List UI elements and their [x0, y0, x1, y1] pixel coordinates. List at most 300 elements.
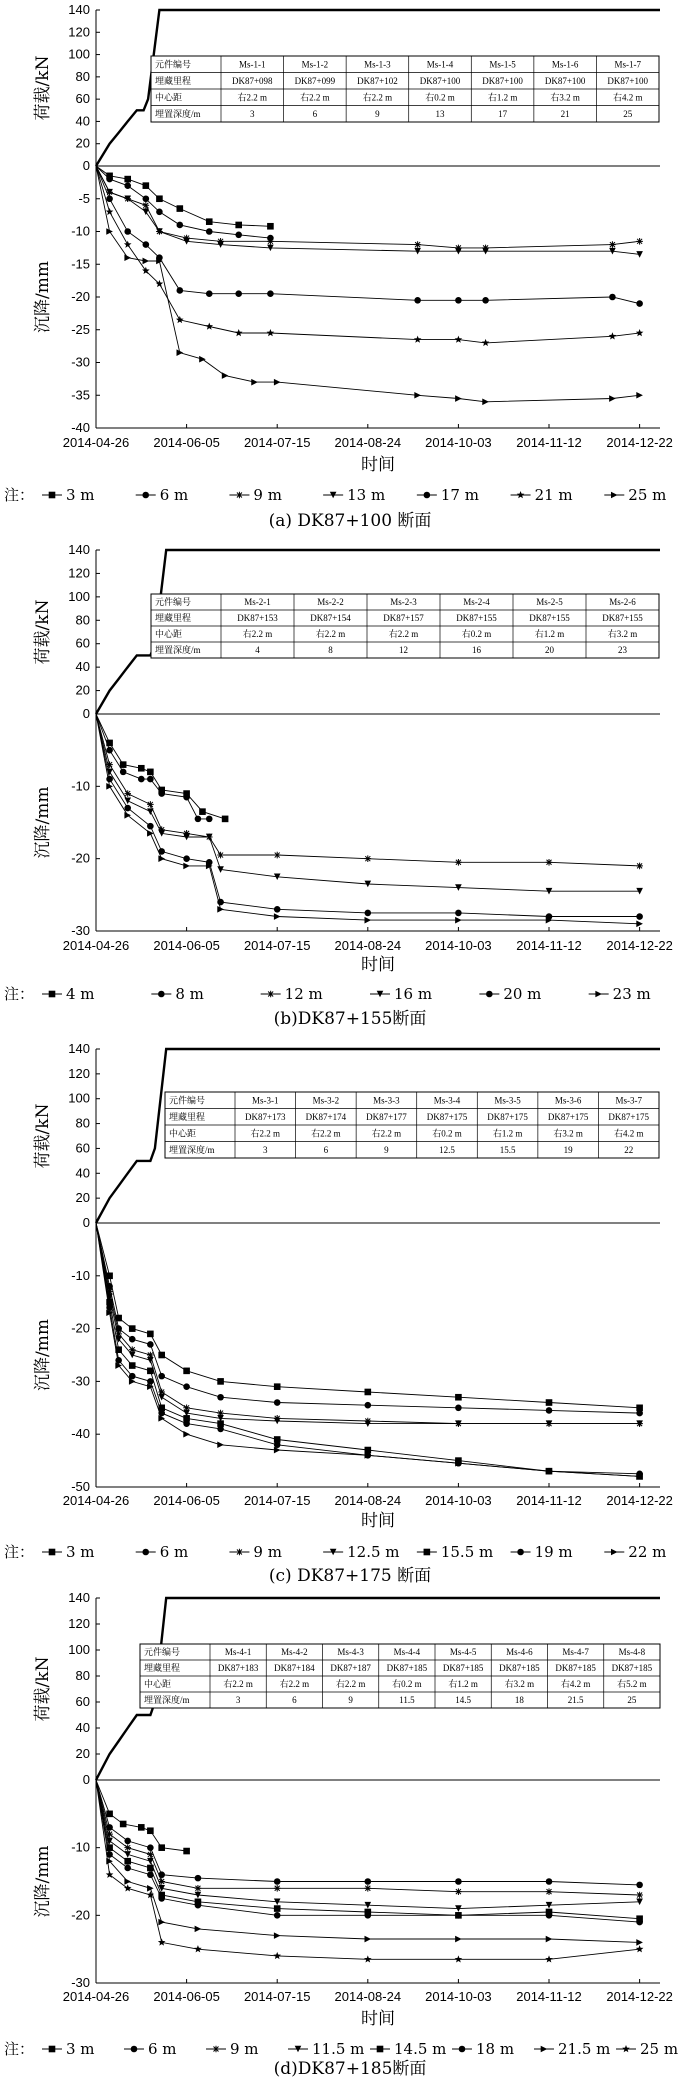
series-15-5m	[96, 1223, 643, 1480]
legend-label: 4 m	[66, 985, 95, 1003]
settle-tick-label: -50	[71, 1479, 90, 1494]
x-axis-title: 时间	[361, 955, 395, 975]
marker-circle	[158, 790, 165, 797]
marker-square	[274, 1383, 281, 1390]
load-tick-label: 0	[82, 158, 90, 173]
marker-triangle	[177, 349, 184, 356]
x-tick-label: 2014-08-24	[334, 1989, 402, 2004]
marker-star	[622, 2045, 630, 2052]
marker-circle	[147, 1341, 154, 1348]
legend-entry	[616, 2040, 678, 2058]
table-cell: 4	[255, 645, 260, 655]
table-cell: DK87+100	[607, 75, 649, 86]
marker-square	[267, 223, 274, 230]
marker-circle	[147, 1844, 154, 1851]
load-axis-title: 荷载/kN	[33, 55, 53, 121]
legend-label: 9 m	[230, 2040, 259, 2058]
legend-entry	[479, 985, 541, 1003]
marker-square	[147, 1331, 154, 1338]
load-tick-label: 40	[75, 113, 90, 129]
marker-star	[106, 208, 114, 215]
settle-tick-label: -30	[71, 1975, 90, 1990]
chart-panel-d	[4, 1590, 678, 2078]
table-cell: 右2.2 m	[335, 1679, 366, 1689]
marker-square	[424, 1549, 431, 1556]
legend-entry	[229, 486, 282, 504]
marker-circle	[235, 231, 242, 238]
table-cell: DK87+185	[499, 1663, 540, 1673]
series-25m	[96, 1780, 643, 1963]
marker-square	[49, 2046, 56, 2053]
marker-asterisk	[636, 238, 643, 245]
load-tick-label: 80	[75, 68, 90, 84]
table-cell: 12	[399, 645, 408, 655]
marker-triangle	[414, 392, 421, 399]
marker-circle	[195, 1875, 202, 1882]
legend-label: 13 m	[347, 486, 386, 504]
table-cell: 22	[624, 1144, 634, 1155]
table-cell: Ms-1-2	[301, 59, 329, 70]
table-row-header: 埋置深度/m	[155, 108, 201, 119]
marker-square	[120, 761, 127, 768]
legend-note-prefix: 注：	[4, 985, 35, 1003]
marker-asterisk	[414, 241, 421, 248]
table-cell: Ms-3-5	[494, 1095, 521, 1106]
legend-entry	[151, 985, 204, 1003]
legend-entry	[229, 1543, 282, 1561]
marker-square	[138, 765, 145, 772]
series-line	[96, 1223, 640, 1474]
marker-circle	[455, 910, 462, 917]
table-row-header: 埋藏里程	[169, 1111, 206, 1122]
table-cell: Ms-4-3	[337, 1647, 364, 1657]
table-cell: 右3.2 m	[504, 1679, 535, 1689]
load-tick-label: 0	[82, 1772, 90, 1787]
series-20m	[96, 714, 643, 920]
marker-star	[482, 339, 490, 346]
series-line	[96, 1223, 640, 1476]
marker-square	[274, 1905, 281, 1912]
table-cell: 右4.2 m	[613, 1128, 644, 1139]
marker-circle	[365, 1912, 372, 1919]
table-cell: Ms-1-7	[614, 59, 641, 70]
marker-circle	[177, 287, 184, 294]
legend-entry	[604, 1543, 666, 1561]
table-cell: 右4.2 m	[560, 1679, 591, 1689]
series-19m	[96, 1223, 643, 1477]
figure-caption: (a) DK87+100 断面	[268, 511, 432, 531]
marker-star	[414, 336, 422, 343]
marker-triangle	[611, 1549, 618, 1556]
load-tick-label: 140	[68, 542, 90, 557]
table-cell: Ms-3-2	[312, 1095, 340, 1106]
table-row-header: 元件编号	[169, 1095, 206, 1106]
marker-square	[156, 195, 163, 202]
table-cell: Ms-2-4	[463, 597, 490, 607]
legend-entry	[124, 2040, 177, 2058]
marker-star	[235, 329, 243, 336]
marker-circle	[115, 1357, 122, 1364]
marker-circle	[274, 1912, 281, 1919]
x-tick-label: 2014-08-24	[334, 435, 402, 450]
table-cell: Ms-3-1	[252, 1095, 279, 1106]
table-row-header: 中心距	[169, 1128, 197, 1139]
legend-note-prefix: 注：	[4, 1543, 35, 1561]
marker-circle	[147, 1378, 154, 1385]
table-cell: 17	[498, 108, 508, 119]
table-cell: 3	[250, 108, 255, 119]
table-cell: DK87+100	[544, 75, 586, 86]
figure-caption: (b)DK87+155断面	[273, 1009, 427, 1029]
marker-circle	[106, 747, 113, 754]
table-cell: 右0.2 m	[461, 629, 492, 639]
marker-circle	[217, 1426, 224, 1433]
marker-circle	[636, 913, 643, 920]
legend-note-prefix: 注：	[4, 486, 35, 504]
table-cell: Ms-3-6	[554, 1095, 582, 1106]
marker-triangle	[636, 920, 643, 927]
series-line	[96, 166, 640, 402]
marker-triangle	[455, 1936, 462, 1943]
marker-asterisk	[213, 2046, 220, 2053]
load-tick-label: 60	[75, 1140, 90, 1156]
legend	[4, 486, 666, 504]
x-tick-label: 2014-11-12	[516, 435, 582, 450]
marker-asterisk	[609, 241, 616, 248]
table-cell: Ms-4-6	[506, 1647, 533, 1657]
marker-circle	[636, 1919, 643, 1926]
marker-circle	[183, 1420, 190, 1427]
table-cell: 右2.2 m	[250, 1128, 281, 1139]
table-cell: 右0.2 m	[432, 1128, 462, 1139]
marker-square	[147, 1865, 154, 1872]
x-tick-label: 2014-12-22	[606, 435, 673, 450]
legend-label: 6 m	[159, 486, 189, 504]
legend-label: 16 m	[394, 985, 433, 1003]
legend-entry	[589, 985, 651, 1003]
marker-triangle	[222, 372, 229, 379]
legend-label: 19 m	[534, 1543, 573, 1561]
series-line	[96, 1780, 640, 1922]
legend-label: 9 m	[253, 486, 282, 504]
table-cell: DK87+177	[366, 1111, 407, 1122]
marker-square	[147, 1368, 154, 1375]
load-tick-label: 100	[68, 46, 90, 62]
table-row-header: 埋置深度/m	[155, 645, 201, 655]
series-23m	[96, 714, 643, 927]
marker-asterisk	[636, 1892, 643, 1899]
legend-entry	[42, 1543, 95, 1561]
marker-circle	[274, 906, 281, 913]
series-line	[96, 714, 640, 866]
settlement-axis-title: 沉降/mm	[33, 261, 53, 333]
marker-circle	[455, 1878, 462, 1885]
series-22m	[96, 1223, 643, 1480]
marker-triangle	[636, 1939, 643, 1946]
marker-asterisk	[124, 1844, 131, 1851]
marker-triangle	[482, 399, 489, 406]
marker-circle	[206, 228, 213, 235]
marker-triangle	[129, 1352, 136, 1359]
marker-triangle	[143, 258, 150, 265]
marker-asterisk	[217, 852, 224, 859]
settle-tick-label: -40	[71, 420, 90, 435]
marker-asterisk	[546, 1888, 553, 1895]
series-16m	[96, 714, 643, 895]
table-cell: 右1.2 m	[487, 92, 518, 103]
marker-square	[365, 1389, 372, 1396]
legend-label: 3 m	[66, 486, 95, 504]
load-tick-label: 20	[75, 1190, 90, 1206]
marker-circle	[142, 1549, 149, 1556]
table-cell: DK87+175	[608, 1111, 650, 1122]
marker-triangle	[143, 209, 150, 216]
marker-square	[124, 176, 131, 183]
table-cell: 右1.2 m	[492, 1128, 523, 1139]
x-tick-label: 2014-07-15	[243, 1493, 311, 1508]
marker-star	[636, 329, 644, 336]
chart-panel-c	[4, 1041, 673, 1586]
table-cell: 右3.2 m	[550, 92, 580, 103]
load-tick-label: 80	[75, 1115, 90, 1131]
table-cell: 右2.2 m	[315, 629, 346, 639]
series-3m	[96, 166, 274, 230]
table-cell: DK87+173	[244, 1111, 286, 1122]
table-cell: DK87+154	[310, 613, 351, 623]
series-4m	[96, 714, 228, 822]
marker-star	[455, 336, 463, 343]
table-cell: Ms-2-1	[244, 597, 271, 607]
marker-square	[158, 1352, 165, 1359]
marker-circle	[156, 209, 163, 216]
series-line	[96, 714, 225, 819]
x-tick-label: 2014-08-24	[334, 938, 402, 953]
table-cell: 6	[292, 1695, 297, 1705]
marker-square	[129, 1325, 136, 1332]
settle-tick-label: -10	[71, 223, 90, 239]
settle-tick-label: -20	[71, 850, 90, 866]
marker-triangle	[124, 254, 131, 261]
load-tick-label: 140	[68, 1041, 90, 1056]
marker-asterisk	[365, 1885, 372, 1892]
legend-entry	[42, 985, 95, 1003]
settle-tick-label: -20	[71, 289, 90, 304]
table-cell: DK87+175	[426, 1111, 468, 1122]
series-14-5m	[96, 1780, 643, 1922]
marker-circle	[195, 816, 202, 823]
marker-circle	[274, 1441, 281, 1448]
legend-entry	[511, 1543, 573, 1561]
x-tick-label: 2014-04-26	[62, 1493, 130, 1508]
marker-circle	[147, 1871, 154, 1878]
legend-entry	[288, 2040, 364, 2058]
table-cell: DK87+100	[419, 75, 461, 86]
marker-triangle	[546, 1936, 553, 1943]
marker-triangle	[147, 1885, 154, 1892]
legend-entry	[42, 2040, 95, 2058]
marker-triangle	[541, 2046, 548, 2053]
marker-square	[143, 182, 150, 189]
legend-label: 12 m	[284, 985, 323, 1003]
load-tick-label: 60	[75, 91, 90, 107]
table-cell: DK87+100	[482, 75, 523, 86]
table-cell: DK87+187	[330, 1663, 371, 1673]
marker-circle	[636, 300, 643, 307]
marker-circle	[636, 1410, 643, 1417]
marker-circle	[124, 228, 131, 235]
table-row-header: 中心距	[144, 1679, 172, 1689]
series-21m	[96, 166, 643, 346]
marker-asterisk	[236, 492, 243, 499]
x-tick-label: 2014-06-05	[153, 1989, 220, 2004]
table-cell: Ms-3-4	[433, 1095, 461, 1106]
marker-circle	[124, 1838, 131, 1845]
legend-label: 3 m	[66, 1543, 95, 1561]
marker-circle	[142, 492, 149, 499]
load-tick-label: 140	[68, 2, 90, 17]
table-cell: Ms-2-2	[317, 597, 344, 607]
table-cell: 6	[323, 1144, 329, 1155]
table-cell: 16	[472, 645, 481, 655]
marker-square	[49, 1549, 56, 1556]
table-cell: Ms-4-1	[224, 1647, 252, 1657]
marker-star	[194, 1945, 202, 1952]
marker-circle	[365, 910, 372, 917]
table-cell: DK87+157	[383, 613, 424, 623]
table-cell: 14.5	[455, 1695, 471, 1705]
marker-circle	[106, 195, 113, 202]
table-cell: 9	[375, 108, 380, 119]
marker-asterisk	[124, 790, 131, 797]
settle-tick-label: -10	[71, 1267, 90, 1283]
table-cell: DK87+099	[294, 75, 336, 86]
x-tick-label: 2014-04-26	[62, 435, 130, 450]
table-cell: 右0.2 m	[425, 92, 455, 103]
marker-circle	[120, 769, 127, 776]
legend-label: 20 m	[503, 985, 542, 1003]
legend-entry	[323, 486, 385, 504]
marker-asterisk	[546, 859, 553, 866]
legend-label: 21.5 m	[558, 2040, 611, 2058]
table-cell: 右1.2 m	[534, 629, 565, 639]
load-axis-title: 荷载/kN	[33, 599, 53, 665]
marker-square	[147, 769, 154, 776]
marker-circle	[455, 297, 462, 304]
table-cell: 右2.2 m	[237, 92, 268, 103]
marker-circle	[129, 1336, 136, 1343]
marker-circle	[459, 2046, 466, 2053]
marker-square	[138, 1824, 145, 1831]
table-cell: DK87+185	[386, 1663, 428, 1673]
marker-triangle	[251, 379, 258, 386]
marker-square	[147, 1827, 154, 1834]
settle-tick-label: -20	[71, 1907, 90, 1923]
settle-tick-label: -30	[71, 354, 90, 370]
load-tick-label: 100	[68, 1642, 90, 1657]
x-tick-label: 2014-04-26	[62, 938, 130, 953]
table-cell: 18	[514, 1695, 524, 1705]
instrument-table	[151, 594, 659, 658]
marker-asterisk	[267, 991, 274, 998]
chart-panel-a	[4, 2, 673, 531]
marker-square	[49, 991, 56, 998]
marker-circle	[636, 1882, 643, 1889]
table-cell: 9	[348, 1695, 353, 1705]
marker-triangle	[158, 1919, 165, 1926]
legend-entry	[136, 486, 189, 504]
x-tick-label: 2014-07-15	[243, 435, 311, 450]
marker-triangle	[636, 392, 643, 399]
legend-label: 11.5 m	[312, 2040, 365, 2058]
marker-triangle	[124, 1851, 131, 1858]
x-tick-label: 2014-11-12	[516, 938, 582, 953]
marker-star	[609, 332, 617, 339]
load-tick-label: 100	[68, 588, 90, 604]
table-cell: Ms-2-6	[609, 597, 636, 607]
table-row-header: 元件编号	[144, 1647, 181, 1657]
table-cell: 9	[384, 1144, 389, 1155]
marker-triangle	[455, 395, 462, 402]
table-row-header: 埋置深度/m	[144, 1695, 190, 1705]
x-tick-label: 2014-12-22	[606, 1493, 673, 1508]
series-line	[96, 1780, 640, 1959]
marker-square	[217, 1378, 224, 1385]
legend	[4, 2040, 678, 2058]
series-line	[96, 166, 640, 304]
settle-tick-label: -15	[71, 256, 90, 272]
series-9m	[96, 1223, 643, 1427]
marker-circle	[517, 1549, 524, 1556]
legend-label: 6 m	[159, 1543, 189, 1561]
load-tick-label: 0	[82, 706, 90, 721]
table-cell: Ms-4-2	[281, 1647, 308, 1657]
marker-triangle	[199, 356, 206, 363]
table-cell: DK87+098	[231, 75, 273, 86]
x-tick-label: 2014-10-03	[425, 1989, 492, 2004]
settle-tick-label: -30	[71, 923, 90, 938]
legend-label: 23 m	[612, 985, 651, 1003]
table-cell: 8	[328, 645, 333, 655]
marker-square	[222, 816, 229, 823]
marker-circle	[546, 1912, 553, 1919]
series-line	[96, 714, 640, 891]
series-line	[96, 1780, 640, 1895]
legend-label: 25 m	[640, 2040, 679, 2058]
marker-triangle	[274, 1932, 281, 1939]
marker-square	[49, 492, 56, 499]
settle-tick-label: -5	[78, 190, 90, 206]
marker-circle	[124, 1865, 131, 1872]
x-tick-label: 2014-12-22	[606, 938, 673, 953]
table-cell: Ms-1-4	[426, 59, 454, 70]
table-cell: Ms-2-5	[536, 597, 563, 607]
marker-circle	[158, 991, 165, 998]
instrument-table	[140, 1644, 660, 1708]
series-8m	[96, 714, 213, 822]
legend-entry	[323, 1543, 399, 1561]
table-cell: Ms-3-7	[615, 1095, 642, 1106]
table-cell: 3	[235, 1695, 241, 1705]
table-cell: Ms-1-6	[551, 59, 579, 70]
marker-star	[636, 1945, 644, 1952]
marker-circle	[486, 991, 493, 998]
x-tick-label: 2014-06-05	[153, 938, 220, 953]
marker-circle	[195, 1902, 202, 1909]
marker-star	[176, 316, 184, 323]
table-cell: DK87+175	[547, 1111, 589, 1122]
table-cell: 右2.2 m	[311, 1128, 341, 1139]
table-cell: Ms-4-5	[449, 1647, 477, 1657]
